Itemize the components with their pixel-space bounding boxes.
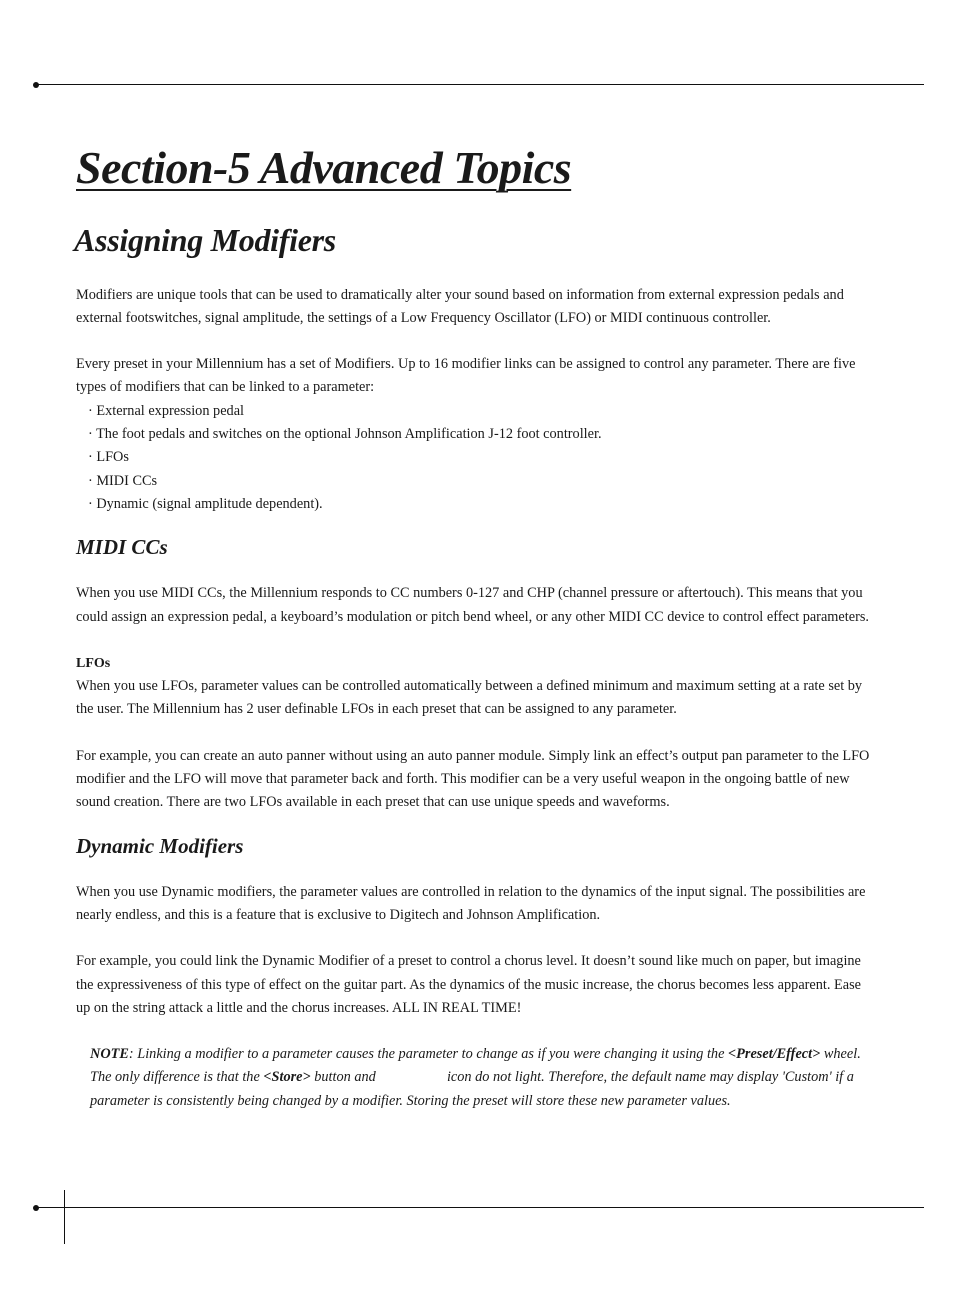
page-content [76,140,876,1113]
dynamic-example-paragraph: For example, you could link the Dynamic Modifier of a preset to control a chorus level. It doesn’t sound like much on paper, but imagine the expressiveness of this type of effect on the guitar part. As the dynamics of the music increase, the chorus becomes less apparent. Ease up on the string attack a little and the chorus increases. ALL IN REAL TIME! [76,953,862,1016]
lfos-paragraph: When you use LFOs, parameter values can be controlled automatically between a defined minimum and maximum setting at a rate set by the user. The Millennium has 2 user definable LFOs in each preset that can be assigned to any parameter. [76,678,863,718]
note-label: NOTE [90,1046,129,1063]
bottom-crop-mark [64,1190,65,1244]
lfo-example-paragraph: For example, you can create an auto panner without using an auto panner module. Simply link an effect’s output pan parameter to the LFO modifier and the LFO will move that parameter back and forth. This modifier can be a very useful weapon in the ongoing battle of new sound creation. There are two LFOs available in each preset that can use unique speeds and waveforms. [76,747,870,811]
list-item: · External expression pedal [88,402,245,419]
list-item: · MIDI CCs [88,472,158,489]
page-subtitle: Assigning Modifiers [74,222,336,259]
dynamic-paragraph: When you use Dynamic modifiers, the parameter values are controlled in relation to the dynamics of the input signal. The possibilities are nearly endless, and this is a feature that is exclusive to Digitech and Johnson Amplification. [76,883,866,923]
intro-paragraph: Modifiers are unique tools that can be used to dramatically alter your sound based on information from external expression pedals and external footswitches, signal amplitude, the settings of a Low Frequency Oscillator (LFO) or MIDI continuous controller. [76,286,844,326]
preset-effect-wheel-ref: <Preset/Effect> [728,1046,821,1063]
bottom-rule-dot [33,1205,39,1211]
list-item: · The foot pedals and switches on the optional Johnson Amplification J-12 foot controller. [88,426,602,443]
bottom-rule [36,1207,924,1208]
midi-ccs-paragraph: When you use MIDI CCs, the Millennium responds to CC numbers 0-127 and CHP (channel pressure or aftertouch). This means that you could assign an expression pedal, a keyboard’s modulation or pitch bend wheel, or any other MIDI CC device to control effect parameters. [76,585,869,625]
section-title: Section-5 Advanced Topics [76,142,572,193]
modifier-types-list [76,400,876,516]
list-item: · LFOs [88,449,129,466]
dynamic-modifiers-heading: Dynamic Modifiers [76,833,244,858]
note-paragraph: NOTE: Linking a modifier to a parameter causes the parameter to change as if you were changing it using the <Preset/Effect> wheel. The only difference is that the <Store> button and icon do not light. Therefore, the default name may display 'Custom' if a parameter is consistently being changed by a modifier. Storing the preset will store these new parameter values. [90,1046,861,1109]
top-rule-dot [33,82,39,88]
top-rule [36,84,924,85]
store-button-ref: <Store> [263,1069,311,1086]
midi-ccs-heading: MIDI CCs [76,535,168,560]
lfos-heading: LFOs [76,656,111,672]
preset-paragraph: Every preset in your Millennium has a set of Modifiers. Up to 16 modifier links can be assigned to control any parameter. There are five types of modifiers that can be linked to a parameter: [76,356,856,396]
list-item: · Dynamic (signal amplitude dependent). [88,495,323,512]
